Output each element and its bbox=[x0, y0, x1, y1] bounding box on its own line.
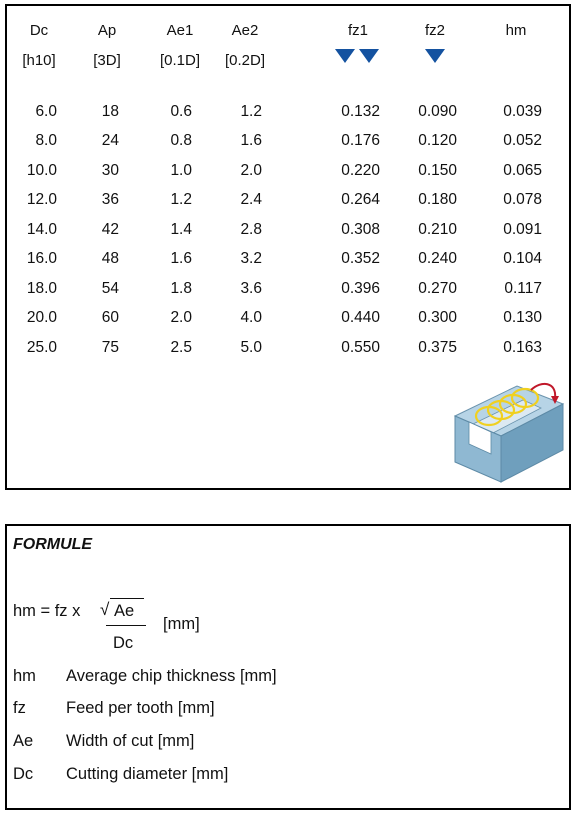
table-cell: 0.104 bbox=[503, 250, 542, 267]
table-cell: 2.4 bbox=[240, 191, 262, 208]
table-cell: 0.550 bbox=[341, 339, 380, 356]
formula-denominator: Dc bbox=[113, 634, 134, 652]
fz2-marker-icon bbox=[425, 49, 445, 63]
table-cell: 16.0 bbox=[26, 250, 57, 267]
table-cell: 5.0 bbox=[240, 339, 262, 356]
formula-lhs: hm = fz x bbox=[13, 602, 81, 620]
table-cell: 0.039 bbox=[503, 103, 542, 120]
table-cell: 0.352 bbox=[341, 250, 380, 267]
table-cell: 1.6 bbox=[170, 250, 192, 267]
table-cell: 0.396 bbox=[341, 280, 380, 297]
table-cell: 60 bbox=[101, 309, 119, 326]
table-cell: 1.6 bbox=[240, 132, 262, 149]
legend-symbol: Dc bbox=[13, 765, 34, 783]
table-cell: 0.240 bbox=[418, 250, 457, 267]
fraction-bar bbox=[106, 625, 146, 626]
sqrt-sign: √ bbox=[100, 600, 110, 619]
table-cell: 20.0 bbox=[26, 309, 57, 326]
legend-description: Width of cut [mm] bbox=[66, 732, 195, 750]
table-cell: 12.0 bbox=[26, 191, 57, 208]
table-cell: 0.308 bbox=[341, 221, 380, 238]
formula-unit: [mm] bbox=[163, 615, 200, 633]
table-cell: 75 bbox=[101, 339, 119, 356]
column-subheader-ap: [3D] bbox=[93, 52, 121, 69]
table-cell: 0.176 bbox=[341, 132, 380, 149]
table-cell: 0.090 bbox=[418, 103, 457, 120]
table-cell: 0.091 bbox=[503, 221, 542, 238]
formula-panel bbox=[5, 524, 571, 810]
table-cell: 0.130 bbox=[503, 309, 542, 326]
column-header-ae1: Ae1 bbox=[166, 22, 194, 39]
table-cell: 54 bbox=[101, 280, 119, 297]
table-cell: 0.440 bbox=[341, 309, 380, 326]
column-subheader-ae2: [0.2D] bbox=[224, 52, 266, 69]
table-cell: 2.0 bbox=[170, 309, 192, 326]
table-cell: 2.8 bbox=[240, 221, 262, 238]
table-cell: 24 bbox=[101, 132, 119, 149]
table-cell: 0.078 bbox=[503, 191, 542, 208]
table-cell: 0.120 bbox=[418, 132, 457, 149]
table-cell: 0.264 bbox=[341, 191, 380, 208]
cutting-data-table bbox=[5, 4, 571, 490]
formula-title: FORMULE bbox=[13, 536, 93, 553]
table-cell: 0.220 bbox=[341, 162, 380, 179]
table-cell: 0.180 bbox=[418, 191, 457, 208]
table-cell: 0.065 bbox=[503, 162, 542, 179]
table-cell: 18.0 bbox=[26, 280, 57, 297]
column-header-hm: hm bbox=[505, 22, 527, 39]
legend-symbol: hm bbox=[13, 667, 36, 685]
column-header-fz1: fz1 bbox=[347, 22, 368, 39]
table-cell: 0.300 bbox=[418, 309, 457, 326]
column-subheader-dc: [h10] bbox=[22, 52, 56, 69]
formula-numerator: Ae bbox=[114, 602, 135, 620]
table-cell: 0.117 bbox=[504, 280, 542, 297]
table-cell: 6.0 bbox=[35, 103, 57, 120]
legend-symbol: Ae bbox=[13, 732, 34, 750]
fz1-marker-icon bbox=[335, 49, 355, 63]
table-cell: 0.375 bbox=[418, 339, 457, 356]
column-header-ae2: Ae2 bbox=[231, 22, 259, 39]
column-header-dc: Dc bbox=[29, 22, 49, 39]
table-cell: 1.2 bbox=[240, 103, 262, 120]
table-cell: 0.132 bbox=[341, 103, 380, 120]
table-cell: 10.0 bbox=[26, 162, 57, 179]
legend-description: Feed per tooth [mm] bbox=[66, 699, 215, 717]
table-cell: 18 bbox=[101, 103, 119, 120]
table-cell: 0.6 bbox=[170, 103, 192, 120]
fz1-marker-icon bbox=[359, 49, 379, 63]
legend-symbol: fz bbox=[13, 699, 26, 717]
table-cell: 0.8 bbox=[170, 132, 192, 149]
table-cell: 3.6 bbox=[240, 280, 262, 297]
table-cell: 36 bbox=[101, 191, 119, 208]
table-cell: 0.163 bbox=[503, 339, 542, 356]
table-cell: 8.0 bbox=[35, 132, 57, 149]
legend-description: Cutting diameter [mm] bbox=[66, 765, 229, 783]
table-cell: 2.0 bbox=[240, 162, 262, 179]
trochoidal-milling-block-icon bbox=[445, 378, 569, 488]
legend-description: Average chip thickness [mm] bbox=[66, 667, 277, 685]
table-cell: 0.150 bbox=[418, 162, 457, 179]
table-cell: 1.8 bbox=[170, 280, 192, 297]
table-cell: 42 bbox=[101, 221, 119, 238]
table-cell: 0.210 bbox=[418, 221, 457, 238]
column-subheader-ae1: [0.1D] bbox=[159, 52, 201, 69]
table-cell: 1.4 bbox=[170, 221, 192, 238]
table-cell: 1.2 bbox=[170, 191, 192, 208]
table-cell: 1.0 bbox=[170, 162, 192, 179]
table-cell: 14.0 bbox=[26, 221, 57, 238]
column-header-ap: Ap bbox=[97, 22, 117, 39]
table-cell: 2.5 bbox=[170, 339, 192, 356]
table-cell: 3.2 bbox=[240, 250, 262, 267]
table-cell: 48 bbox=[101, 250, 119, 267]
sqrt-overbar bbox=[110, 598, 144, 599]
table-cell: 0.052 bbox=[503, 132, 542, 149]
column-header-fz2: fz2 bbox=[424, 22, 445, 39]
table-cell: 30 bbox=[101, 162, 119, 179]
table-cell: 0.270 bbox=[418, 280, 457, 297]
table-cell: 4.0 bbox=[240, 309, 262, 326]
table-cell: 25.0 bbox=[26, 339, 57, 356]
